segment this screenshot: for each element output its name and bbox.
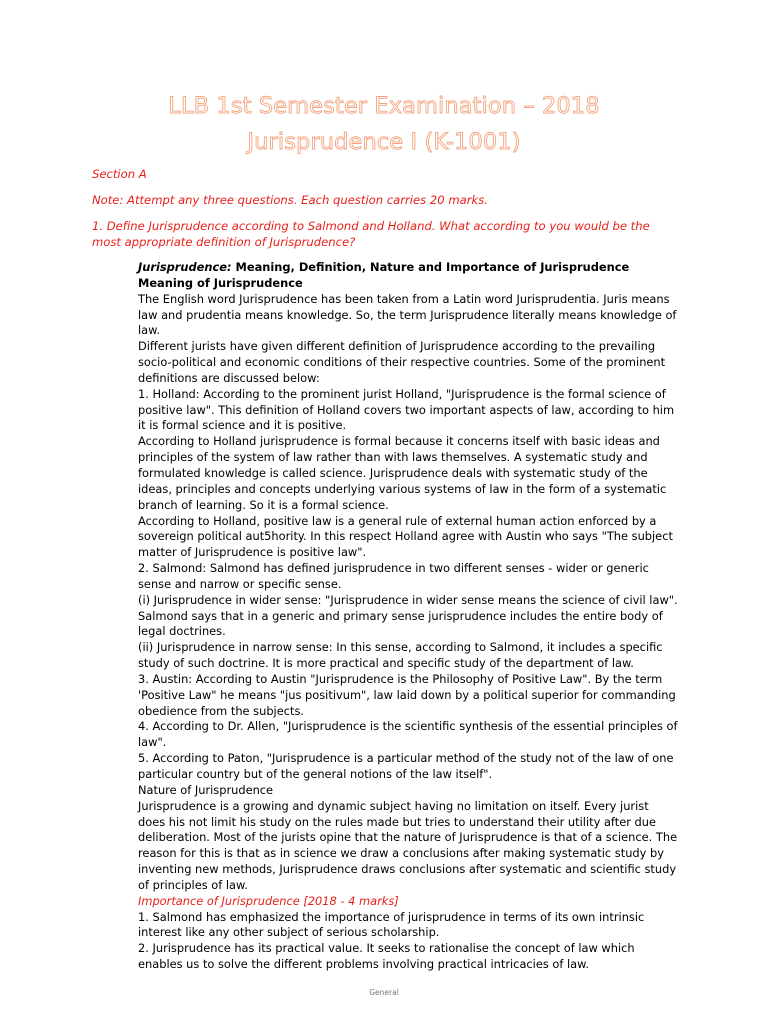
paragraph: 5. According to Paton, "Jurisprudence is a particular method of the study not of the law of one particular country but of the general notions of the law itself". [138, 751, 674, 781]
paragraph: 4. According to Dr. Allen, "Jurisprudence is the scientific synthesis of the essential principles of law". [138, 719, 678, 750]
heading-rest: Meaning, Definition, Nature and Importance of Jurisprudence Meaning of Jurisprudence [138, 260, 630, 290]
nature-heading: Nature of Jurisprudence [138, 782, 274, 797]
paragraph: The English word Jurisprudence has been taken from a Latin word Jurisprudentia. Juris means law and prudentia means knowledge. So, the term Jurisprudence literally means knowledge of law. [138, 291, 677, 338]
importance-point: 2. Jurisprudence has its practical value. It seeks to rationalise the concept of law which enables us to solve the different problems involving practical intricacies of law. [138, 941, 635, 972]
paper-title: Jurisprudence I (K-1001) [247, 129, 521, 155]
paragraph: 3. Austin: According to Austin "Jurisprudence is the Philosophy of Positive Law". By the term 'Positive Law" he means "jus positivum", law laid down by a political superior for commanding obedience from the subjects. [138, 671, 676, 718]
answer-heading [138, 260, 678, 292]
paragraph: Jurisprudence is a growing and dynamic subject having no limitation on itself. Every jurist does his not limit his study on the rules made but tries to understand their utility after due deliberation. Most of the jurists opine that the nature of Jurisprudence is that of a science. The reason for this is that as in science we draw a conclusions after making systematic study by inventing new methods, Jurisprudence draws conclusions after systematic and scientific study of principles of law. [138, 798, 678, 892]
paragraph: (ii) Jurisprudence in narrow sense: In this sense, according to Salmond, it includes a specific study of such doctrine. It is more practical and specific study of the department of law. [138, 640, 663, 671]
paragraph: According to Holland jurisprudence is formal because it concerns itself with basic ideas and principles of the system of law rather than with laws themselves. A systematic study and formulated knowledge is called science. Jurisprudence deals with systematic study of the ideas, principles and concepts underlying various systems of law in the form of a systematic branch of learning. So it is a formal science. [138, 434, 667, 512]
paragraph: 1. Holland: According to the prominent jurist Holland, "Jurisprudence is the formal science of positive law". This definition of Holland covers two important aspects of law, according to him it is formal science and it is positive. [138, 386, 675, 433]
section-label: Section A [92, 167, 147, 181]
paragraph: Different jurists have given different definition of Jurisprudence according to the prevailing socio-political and economic conditions of their respective countries. Some of the prominent definitions are discussed below: [138, 339, 666, 385]
importance-heading: Importance of Jurisprudence [2018 - 4 marks] [138, 893, 399, 908]
footer-classification: General [369, 988, 399, 997]
exam-note: Note: Attempt any three questions. Each question carries 20 marks. [92, 193, 488, 207]
answer-body [138, 260, 678, 973]
paragraph: 2. Salmond: Salmond has defined jurisprudence in two different senses - wider or generic sense and narrow or specific sense. [138, 561, 649, 591]
paragraph: (i) Jurisprudence in wider sense: "Jurisprudence in wider sense means the science of civil law". Salmond says that in a generic and primary sense jurisprudence includes the entire body of legal doctrines. [138, 592, 678, 639]
question-1: 1. Define Jurisprudence according to Salmond and Holland. What according to you would be the most appropriate definition of Jurisprudence? [92, 219, 650, 249]
exam-title: LLB 1st Semester Examination – 2018 [168, 93, 600, 119]
heading-italic: Jurisprudence: [138, 260, 232, 274]
paragraph: According to Holland, positive law is a general rule of external human action enforced by a sovereign political aut5hority. In this respect Holland agree with Austin who says "The subject matter of Jurisprudence is positive law". [138, 513, 673, 560]
importance-point: 1. Salmond has emphasized the importance of jurisprudence in terms of its own intrinsic interest like any other subject of serious scholarship. [138, 909, 645, 940]
